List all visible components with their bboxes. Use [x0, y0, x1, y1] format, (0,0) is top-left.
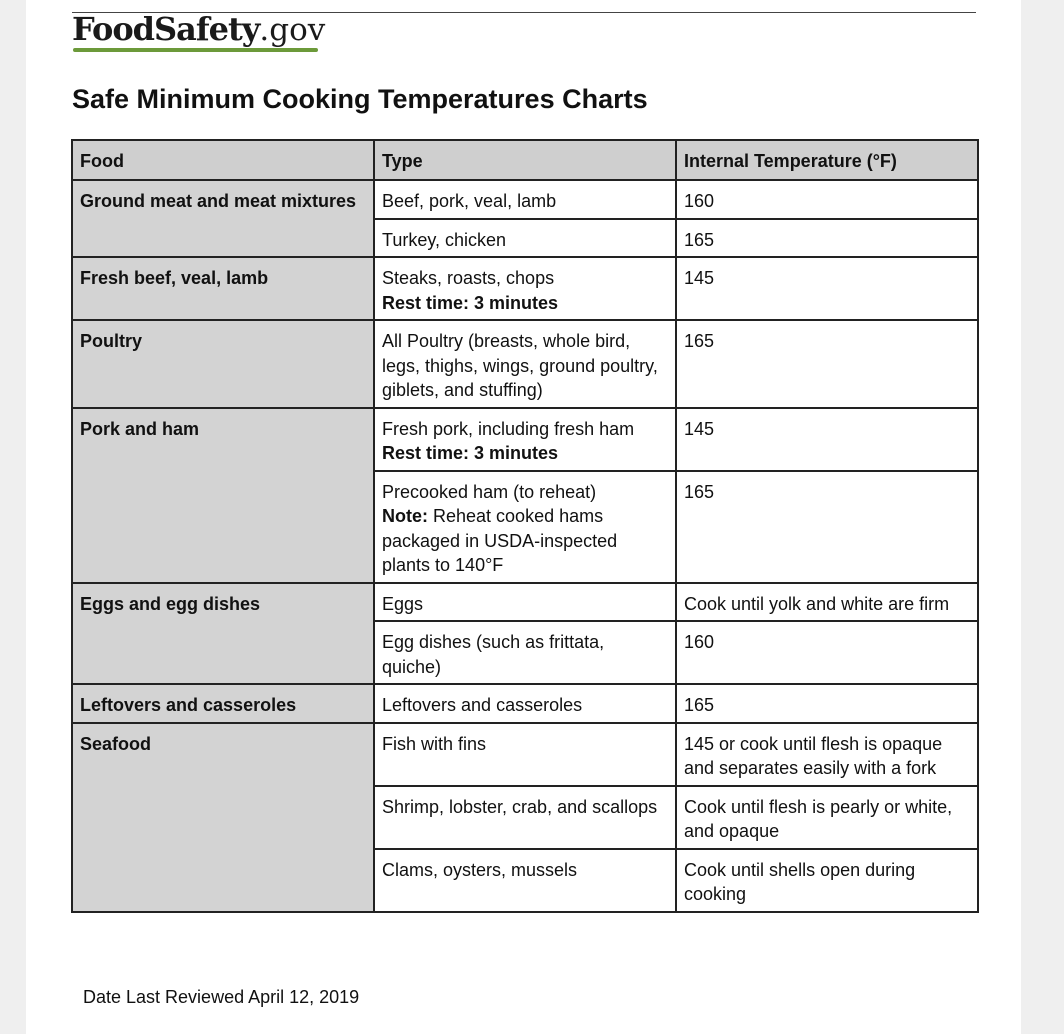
table-row — [72, 684, 978, 723]
type-cell: Fish with fins — [374, 723, 676, 786]
temp-cell: 160 — [676, 621, 978, 684]
type-cell: Beef, pork, veal, lamb — [374, 180, 676, 219]
temp-cell: Cook until flesh is pearly or white, and opaque — [676, 786, 978, 849]
table-row — [72, 723, 978, 786]
type-text: Precooked ham (to reheat) — [382, 481, 597, 502]
logo-brand: FoodSafety — [72, 10, 260, 48]
document-page — [26, 0, 1021, 1034]
table-row — [72, 408, 978, 471]
header-temperature: Internal Temperature (°F) — [676, 140, 978, 180]
food-cell: Seafood — [72, 723, 374, 912]
type-cell — [374, 408, 676, 471]
type-cell: Eggs — [374, 583, 676, 622]
logo-tld: .gov — [259, 12, 326, 48]
type-cell: Shrimp, lobster, crab, and scallops — [374, 786, 676, 849]
note-label: Note: — [382, 506, 428, 526]
table-row — [72, 180, 978, 219]
temp-cell: 145 — [676, 408, 978, 471]
type-text: Steaks, roasts, chops — [382, 268, 555, 288]
temp-cell: 165 — [676, 219, 978, 258]
header-food: Food — [72, 140, 374, 180]
cooking-temperature-table — [71, 139, 979, 913]
temp-cell: Cook until shells open during cooking — [676, 849, 978, 912]
note-text: Reheat cooked hams packaged in USDA-inspected plants to 140°F — [382, 506, 618, 575]
table-row — [72, 583, 978, 622]
type-cell: All Poultry (breasts, whole bird, legs, thighs, wings, ground poultry, giblets, and stuffing) — [374, 320, 676, 408]
page-title: Safe Minimum Cooking Temperatures Charts — [72, 84, 648, 114]
temp-cell: 145 — [676, 257, 978, 320]
temp-cell: 165 — [676, 471, 978, 583]
type-cell: Egg dishes (such as frittata, quiche) — [374, 621, 676, 684]
food-cell: Leftovers and casseroles — [72, 684, 374, 723]
food-cell: Ground meat and meat mixtures — [72, 180, 374, 257]
type-text: Fresh pork, including fresh ham — [382, 418, 635, 439]
type-cell: Clams, oysters, mussels — [374, 849, 676, 912]
header-type: Type — [374, 140, 676, 180]
temp-cell: 165 — [676, 320, 978, 408]
food-cell: Poultry — [72, 320, 374, 408]
food-cell: Eggs and egg dishes — [72, 583, 374, 685]
rest-time: Rest time: 3 minutes — [382, 292, 559, 313]
temp-cell: 165 — [676, 684, 978, 723]
type-cell — [374, 257, 676, 320]
type-cell: Turkey, chicken — [374, 219, 676, 258]
food-cell: Fresh beef, veal, lamb — [72, 257, 374, 320]
temp-cell: 145 or cook until flesh is opaque and separates easily with a fork — [676, 723, 978, 786]
temp-cell: Cook until yolk and white are firm — [676, 583, 978, 622]
date-last-reviewed: Date Last Reviewed April 12, 2019 — [83, 987, 360, 1007]
food-cell: Pork and ham — [72, 408, 374, 583]
rest-time: Rest time: 3 minutes — [382, 443, 559, 463]
table-row — [72, 257, 978, 320]
temp-cell: 160 — [676, 180, 978, 219]
type-cell — [374, 471, 676, 583]
type-cell: Leftovers and casseroles — [374, 684, 676, 723]
table-header-row — [72, 140, 978, 180]
logo-underline — [73, 48, 318, 52]
table-row — [72, 320, 978, 408]
